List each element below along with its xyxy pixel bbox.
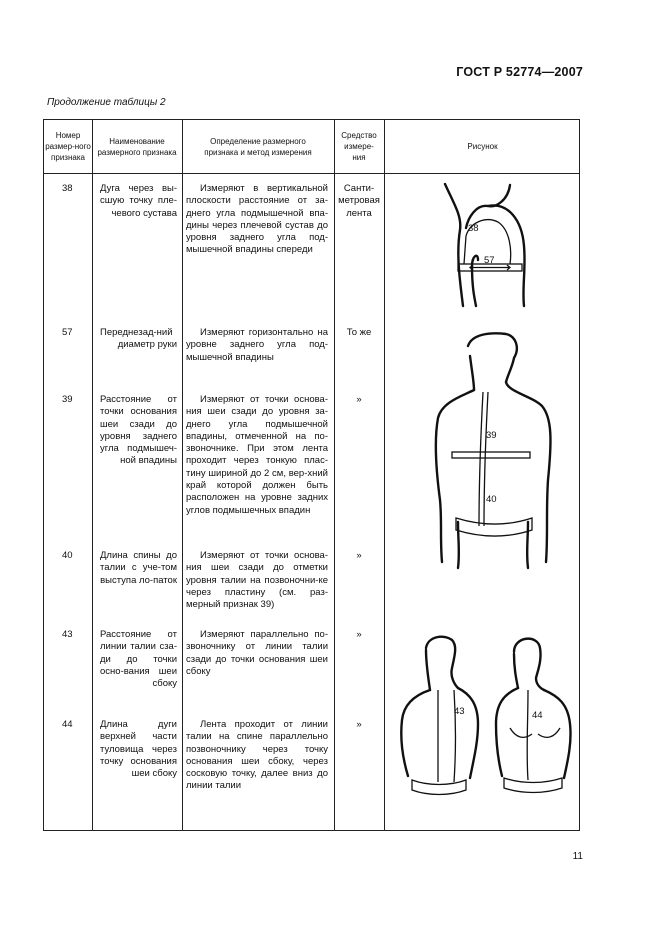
row-44-tool: »: [356, 719, 362, 730]
row-39-name: Расстояние от точки основания шеи сзади до уровня заднего угла подмышеч-ной впадины: [100, 394, 177, 467]
row-39-num: 39: [62, 394, 73, 405]
table-continuation-caption: Продолжение таблицы 2: [47, 97, 166, 108]
row-38-definition: Измеряют в вертикальной плоскости расстояние от за-днего угла подмышечной впа-дины через плечевой сустав до уровня заднего угла под-мышечной впадины спереди: [186, 183, 328, 256]
row-38-name: Дуга через вы-сшую точку пле-чевого сустава: [100, 183, 177, 219]
row-40-tool: »: [356, 550, 362, 561]
row-57-definition: Измеряют горизонтально на уровне заднего угла под-мышечной впадины: [186, 327, 328, 363]
label-38: 38: [468, 223, 479, 234]
row-38-tool: Санти-метровая лента: [338, 183, 380, 219]
header-definition: Определение размерного признака и метод измерения: [204, 136, 312, 157]
label-44: 44: [532, 710, 543, 721]
header-num: Номер размер-ного признака: [45, 131, 91, 162]
label-43: 43: [454, 706, 465, 717]
label-57: 57: [484, 255, 495, 266]
row-38-num: 38: [62, 183, 73, 194]
row-43-tool: »: [356, 629, 362, 640]
row-43-name: Расстояние от линии талии сза-ди до точки осно-вания шеи сбоку: [100, 629, 177, 690]
label-39: 39: [486, 430, 497, 441]
row-44-definition: Лента проходит от линии талии на спине параллельно позвоночнику через точку основания шеи сбоку, через сосковую точку, далее вниз до линии талии: [186, 719, 328, 792]
row-40-num: 40: [62, 550, 73, 561]
row-57-num: 57: [62, 327, 73, 338]
row-44-num: 44: [62, 719, 73, 730]
row-43-num: 43: [62, 629, 73, 640]
standard-code: ГОСТ Р 52774—2007: [456, 65, 583, 79]
row-44-name: Длина дуги верхней части туловища через точку основания шеи сбоку: [100, 719, 177, 780]
figure-torso-back-front: [398, 632, 582, 832]
label-40: 40: [486, 494, 497, 505]
figure-shoulder-arc: [440, 182, 540, 310]
figure-back-spine: [428, 330, 560, 570]
row-43-definition: Измеряют параллельно по-звоночнику от линии талии сзади до точки основания шеи сбоку: [186, 629, 328, 677]
row-39-tool: »: [356, 394, 362, 405]
row-39-definition: Измеряют от точки основа-ния шеи сзади до уровня за-днего угла подмышечной впадины, отмеченной на по-звоночнике. При этом лента проходит через тонкую плас-тину шириной до 2 см, вер-хний край которой должен быть расположен на уровне задних углов подмышечных впадин: [186, 394, 328, 516]
header-tool: Средство измере-ния: [341, 131, 377, 162]
header-figure: Рисунок: [467, 142, 498, 151]
page-number: 11: [572, 851, 583, 862]
row-57-tool: То же: [346, 327, 372, 338]
row-40-definition: Измеряют от точки основа-ния шеи сзади до отметки уровня талии на позвоночни-ке через пластину (см. раз-мерный признак 39): [186, 550, 328, 611]
header-name: Наименование размерного признака: [97, 136, 177, 157]
row-40-name: Длина спины до талии с уче-том выступа ло-паток: [100, 550, 177, 586]
row-57-name: Переднезад-ний диаметр руки: [100, 327, 177, 351]
